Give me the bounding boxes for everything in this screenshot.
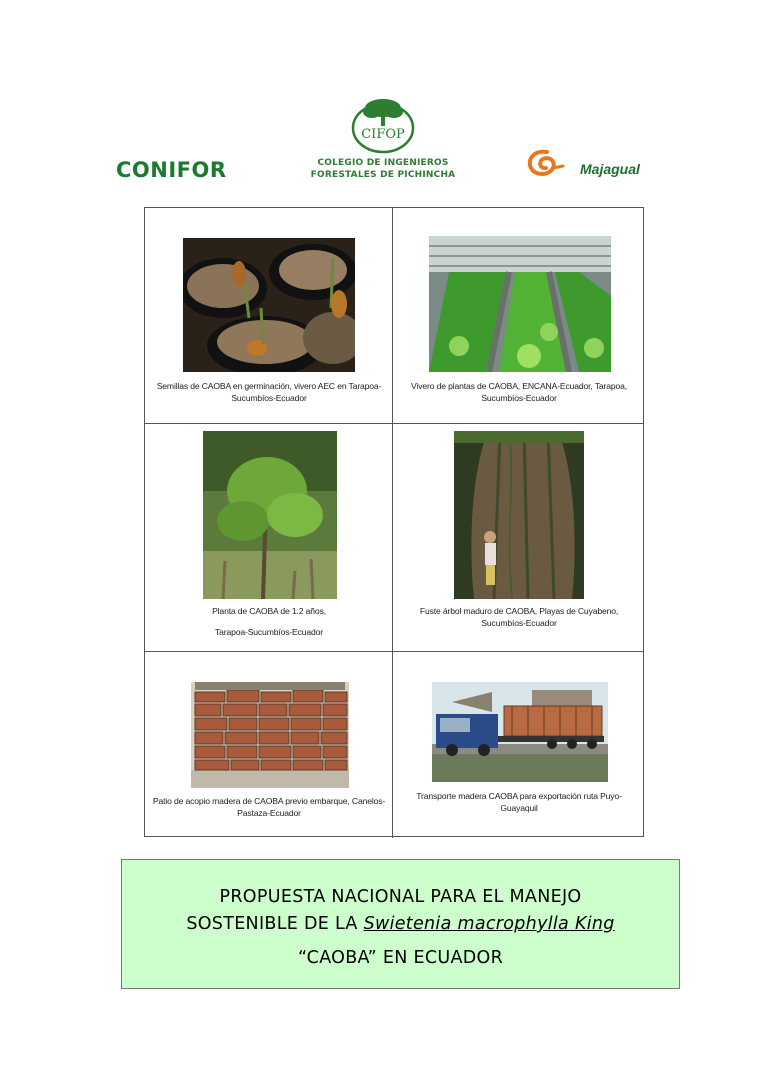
- caption-1: Semillas de CAOBA en germinación, vivero AEC en Tarapoa-Sucumbíos-Ecuador: [156, 381, 382, 403]
- caption-6: Transporte madera CAOBA para exportación ruta Puyo-Guayaquil: [416, 791, 622, 813]
- cifop-logo: [308, 96, 458, 186]
- cifop-tree-icon: [348, 96, 418, 154]
- mature-tree-trunk-image: [454, 431, 584, 599]
- title-line3: “CAOBA” EN ECUADOR: [297, 948, 504, 968]
- majagual-logo: [523, 146, 663, 180]
- title-box: [121, 859, 680, 989]
- greenhouse-nursery-image: [429, 236, 611, 372]
- caption-5: Patio de acopio madera de CAOBA previo embarque, Canelos-Pastaza-Ecuador: [152, 796, 386, 818]
- cifop-line1: COLEGIO DE INGENIEROS: [317, 158, 449, 168]
- cifop-line2: FORESTALES DE PICHINCHA: [310, 170, 456, 180]
- title-line2: [122, 914, 679, 934]
- title-line1: PROPUESTA NACIONAL PARA EL MANEJO: [219, 887, 582, 907]
- young-tree-image: [203, 431, 337, 599]
- species-name: Swietenia macrophylla King: [363, 914, 615, 934]
- majagual-swirl-icon: [523, 146, 565, 180]
- majagual-name: Majagual: [580, 161, 640, 177]
- germinating-seedlings-image: [183, 238, 355, 372]
- caption-3a: Planta de CAOBA de 1.2 años,: [212, 606, 326, 616]
- stacked-lumber-image: [191, 682, 349, 788]
- caption-3b: Tarapoa-Sucumbíos-Ecuador: [214, 627, 324, 637]
- timber-truck-image: [432, 682, 608, 782]
- conifor-logo: CONIFOR: [116, 158, 227, 182]
- photo-grid: [144, 207, 644, 837]
- caption-2: Vivero de plantas de CAOBA, ENCANA-Ecuador, Tarapoa, Sucumbíos-Ecuador: [411, 381, 627, 403]
- title-line2-prefix: SOSTENIBLE DE LA: [186, 914, 364, 934]
- cifop-acronym: CIFOP: [361, 127, 405, 142]
- caption-4: Fuste árbol maduro de CAOBA, Playas de Cuyabeno, Sucumbíos-Ecuador: [419, 606, 619, 628]
